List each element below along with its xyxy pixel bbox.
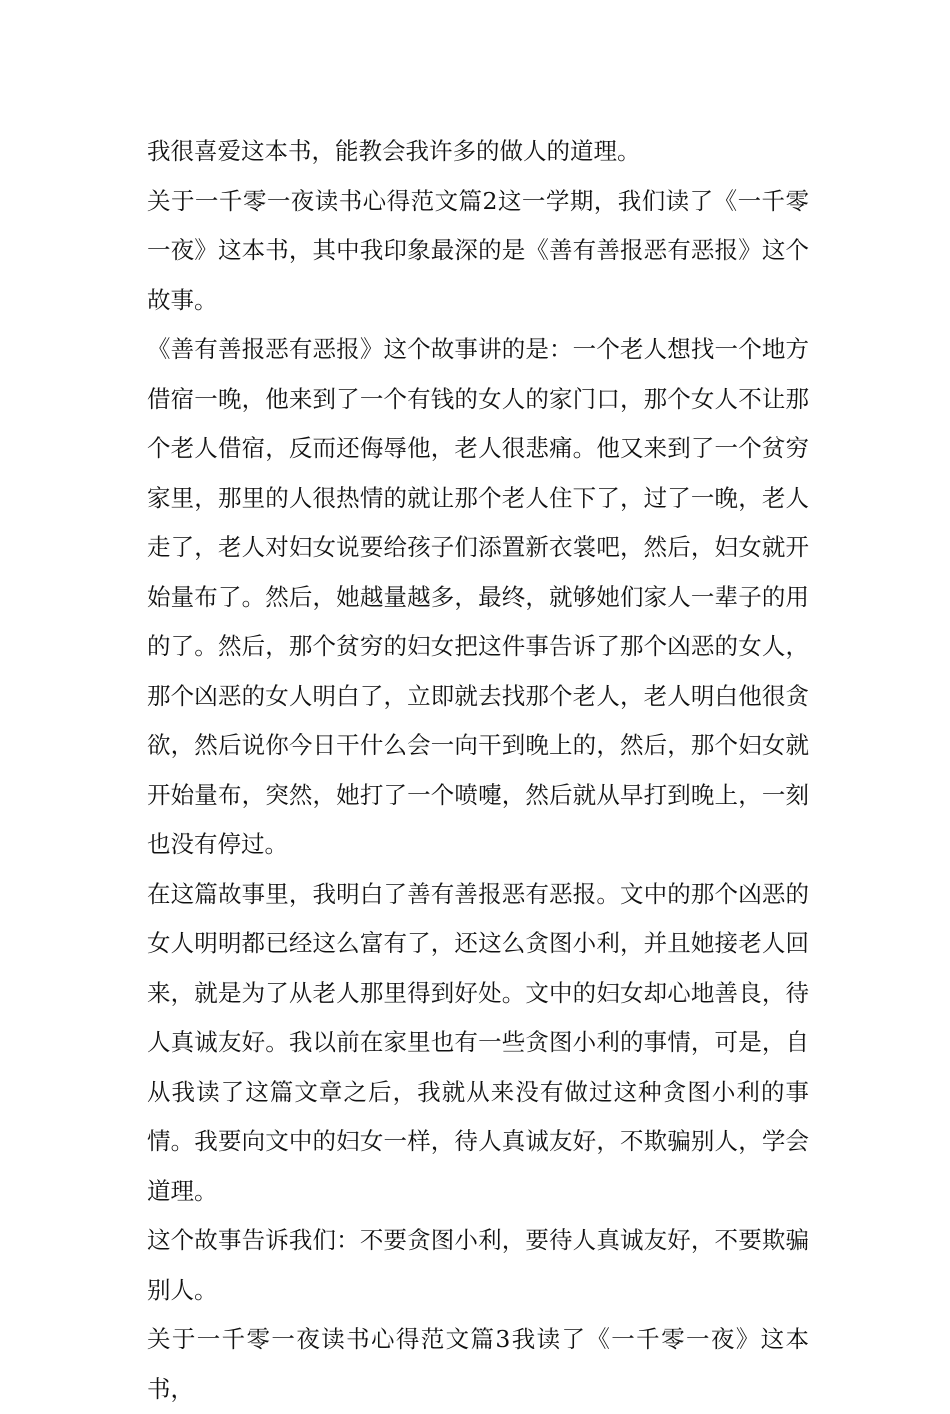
paragraph: 这个故事告诉我们：不要贪图小利，要待人真诚友好，不要欺骗别人。	[147, 1226, 809, 1304]
paragraph: 关于一千零一夜读书心得范文篇3我读了《一千零一夜》这本书，	[147, 1325, 809, 1403]
paragraph: 关于一千零一夜读书心得范文篇2这一学期，我们读了《一千零一夜》这本书，其中我印象最深的是《善有善报恶有恶报》这个故事。	[147, 186, 809, 314]
paragraph: 在这篇故事里，我明白了善有善报恶有恶报。文中的那个凶恶的女人明明都已经这么富有了，还这么贪图小利，并且她接老人回来，就是为了从老人那里得到好处。文中的妇女却心地善良，待人真诚友好。我以前在家里也有一些贪图小利的事情，可是，自从我读了这篇文章之后，我就从来没有做过这种贪图小利的事情。我要向文中的妇女一样，待人真诚友好，不欺骗别人，学会道理。	[147, 879, 809, 1205]
paragraph: 《善有善报恶有恶报》这个故事讲的是：一个老人想找一个地方借宿一晚，他来到了一个有钱的女人的家门口，那个女人不让那个老人借宿，反而还侮辱他，老人很悲痛。他又来到了一个贫穷家里，那里的人很热情的就让那个老人住下了，过了一晚，老人走了，老人对妇女说要给孩子们添置新衣裳吧，然后，妇女就开始量布了。然后，她越量越多，最终，就够她们家人一辈子的用的了。然后，那个贫穷的妇女把这件事告诉了那个凶恶的女人，那个凶恶的女人明白了，立即就去找那个老人，老人明白他很贪欲，然后说你今日干什么会一向干到晚上的，然后，那个妇女就开始量布，突然，她打了一个喷嚏，然后就从早打到晚上，一刻也没有停过。	[147, 335, 809, 858]
document-body	[147, 127, 809, 1414]
paragraph: 我很喜爱这本书，能教会我许多的做人的道理。	[147, 137, 641, 165]
